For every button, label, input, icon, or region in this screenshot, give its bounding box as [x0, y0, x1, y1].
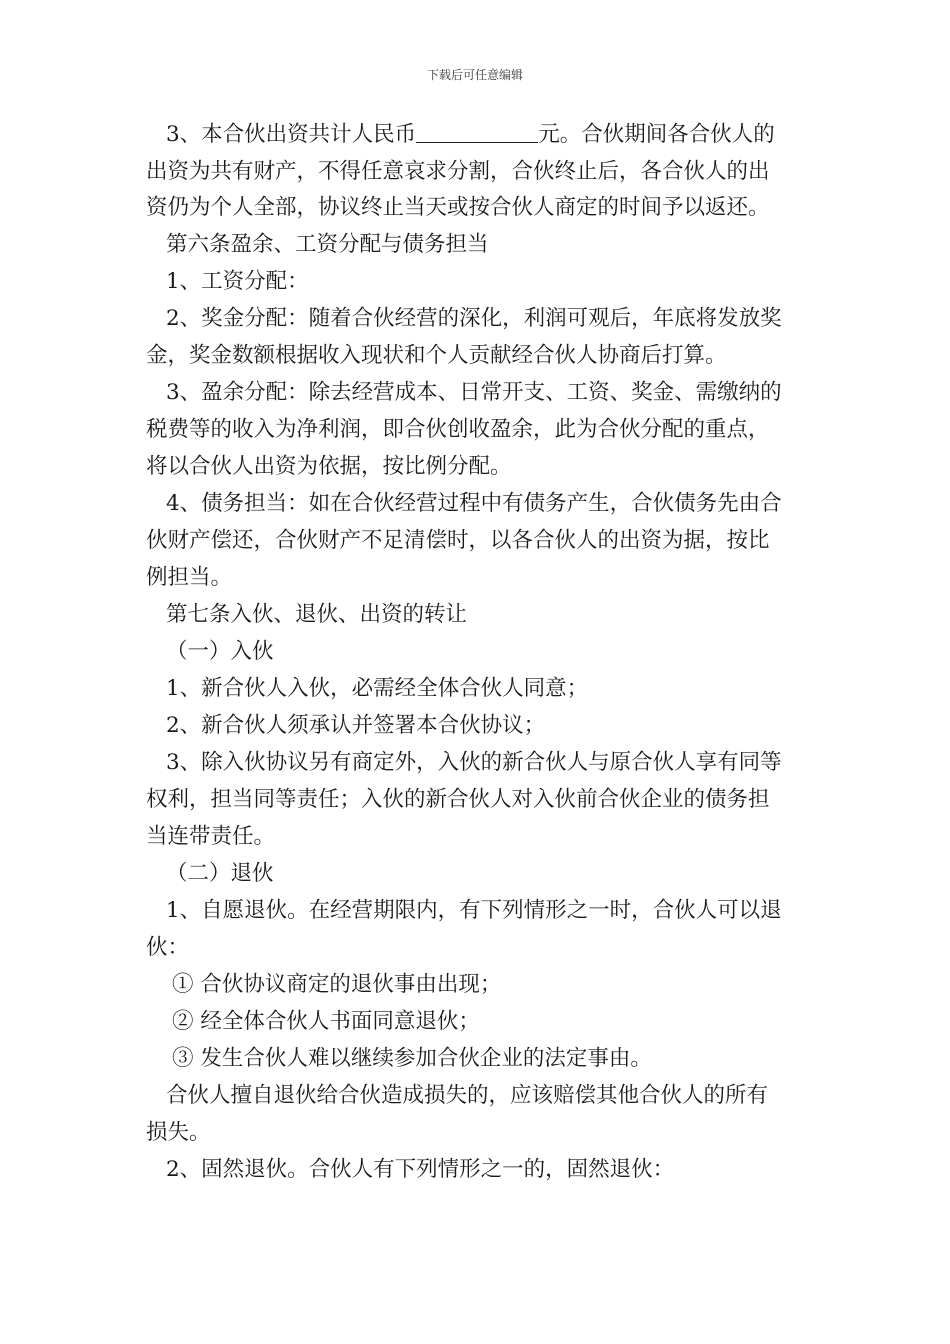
surplus-line-3: 将以合伙人出资为依据，按比例分配。 — [146, 454, 512, 479]
wage-distribution: 1、工资分配： — [166, 269, 309, 294]
article-6-title: 第六条盈余、工资分配与债务担当 — [166, 232, 489, 257]
document-body — [146, 116, 810, 1188]
bonus-line-2: 金，奖金数额根据收入现状和个人贡献经合伙人协商后打算。 — [146, 343, 727, 368]
withdraw-condition-1: ① 合伙协议商定的退伙事由出现； — [172, 972, 502, 997]
withdraw-condition-2: ② 经全体合伙人书面同意退伙； — [172, 1009, 480, 1034]
join-item-3-line-3: 当连带责任。 — [146, 824, 276, 849]
debt-line-1: 4、债务担当：如在合伙经营过程中有债务产生，合伙债务先由合 — [166, 491, 782, 516]
text-segment: 3、本合伙出资共计人民币 — [166, 122, 417, 147]
amount-blank — [416, 122, 538, 143]
join-item-2: 2、新合伙人须承认并签署本合伙协议； — [166, 713, 546, 738]
article-7-title: 第七条入伙、退伙、出资的转让 — [166, 602, 468, 627]
bonus-line-1: 2、奖金分配：随着合伙经营的深化，利润可观后，年底将发放奖 — [166, 306, 782, 331]
join-item-3-line-2: 权利，担当同等责任；入伙的新合伙人对入伙前合伙企业的债务担 — [146, 787, 770, 812]
surplus-line-1: 3、盈余分配：除去经营成本、日常开支、工资、奖金、需缴纳的 — [166, 380, 782, 405]
loss-line-2: 损失。 — [146, 1120, 211, 1145]
voluntary-withdraw-line-1: 1、自愿退伙。在经营期限内，有下列情形之一时，合伙人可以退 — [166, 898, 782, 923]
para-capital-line-3: 资仍为个人全部，协议终止当天或按合伙人商定的时间予以返还。 — [146, 195, 770, 220]
text-segment: 元。合伙期间各合伙人的 — [538, 122, 775, 147]
join-item-1: 1、新合伙人入伙，必需经全体合伙人同意； — [166, 676, 589, 701]
withdraw-condition-3: ③ 发生合伙人难以继续参加合伙企业的法定事由。 — [172, 1046, 652, 1071]
automatic-withdraw: 2、固然退伙。合伙人有下列情形之一的，固然退伙： — [166, 1157, 675, 1182]
para-capital-line-2: 出资为共有财产，不得任意哀求分割，合伙终止后，各合伙人的出 — [146, 159, 770, 184]
voluntary-withdraw-line-2: 伙： — [146, 935, 190, 960]
loss-line-1: 合伙人擅自退伙给合伙造成损失的，应该赔偿其他合伙人的所有 — [166, 1083, 769, 1108]
join-item-3-line-1: 3、除入伙协议另有商定外，入伙的新合伙人与原合伙人享有同等 — [166, 750, 782, 775]
para-capital-line-1 — [146, 116, 810, 153]
page-header: 下载后可任意编辑 — [426, 68, 523, 82]
join-heading: （一）入伙 — [166, 639, 274, 664]
withdraw-heading: （二）退伙 — [166, 861, 274, 886]
debt-line-3: 例担当。 — [146, 565, 233, 590]
surplus-line-2: 税费等的收入为净利润，即合伙创收盈余，此为合伙分配的重点， — [146, 417, 770, 442]
debt-line-2: 伙财产偿还，合伙财产不足清偿时，以各合伙人的出资为据，按比 — [146, 528, 770, 553]
